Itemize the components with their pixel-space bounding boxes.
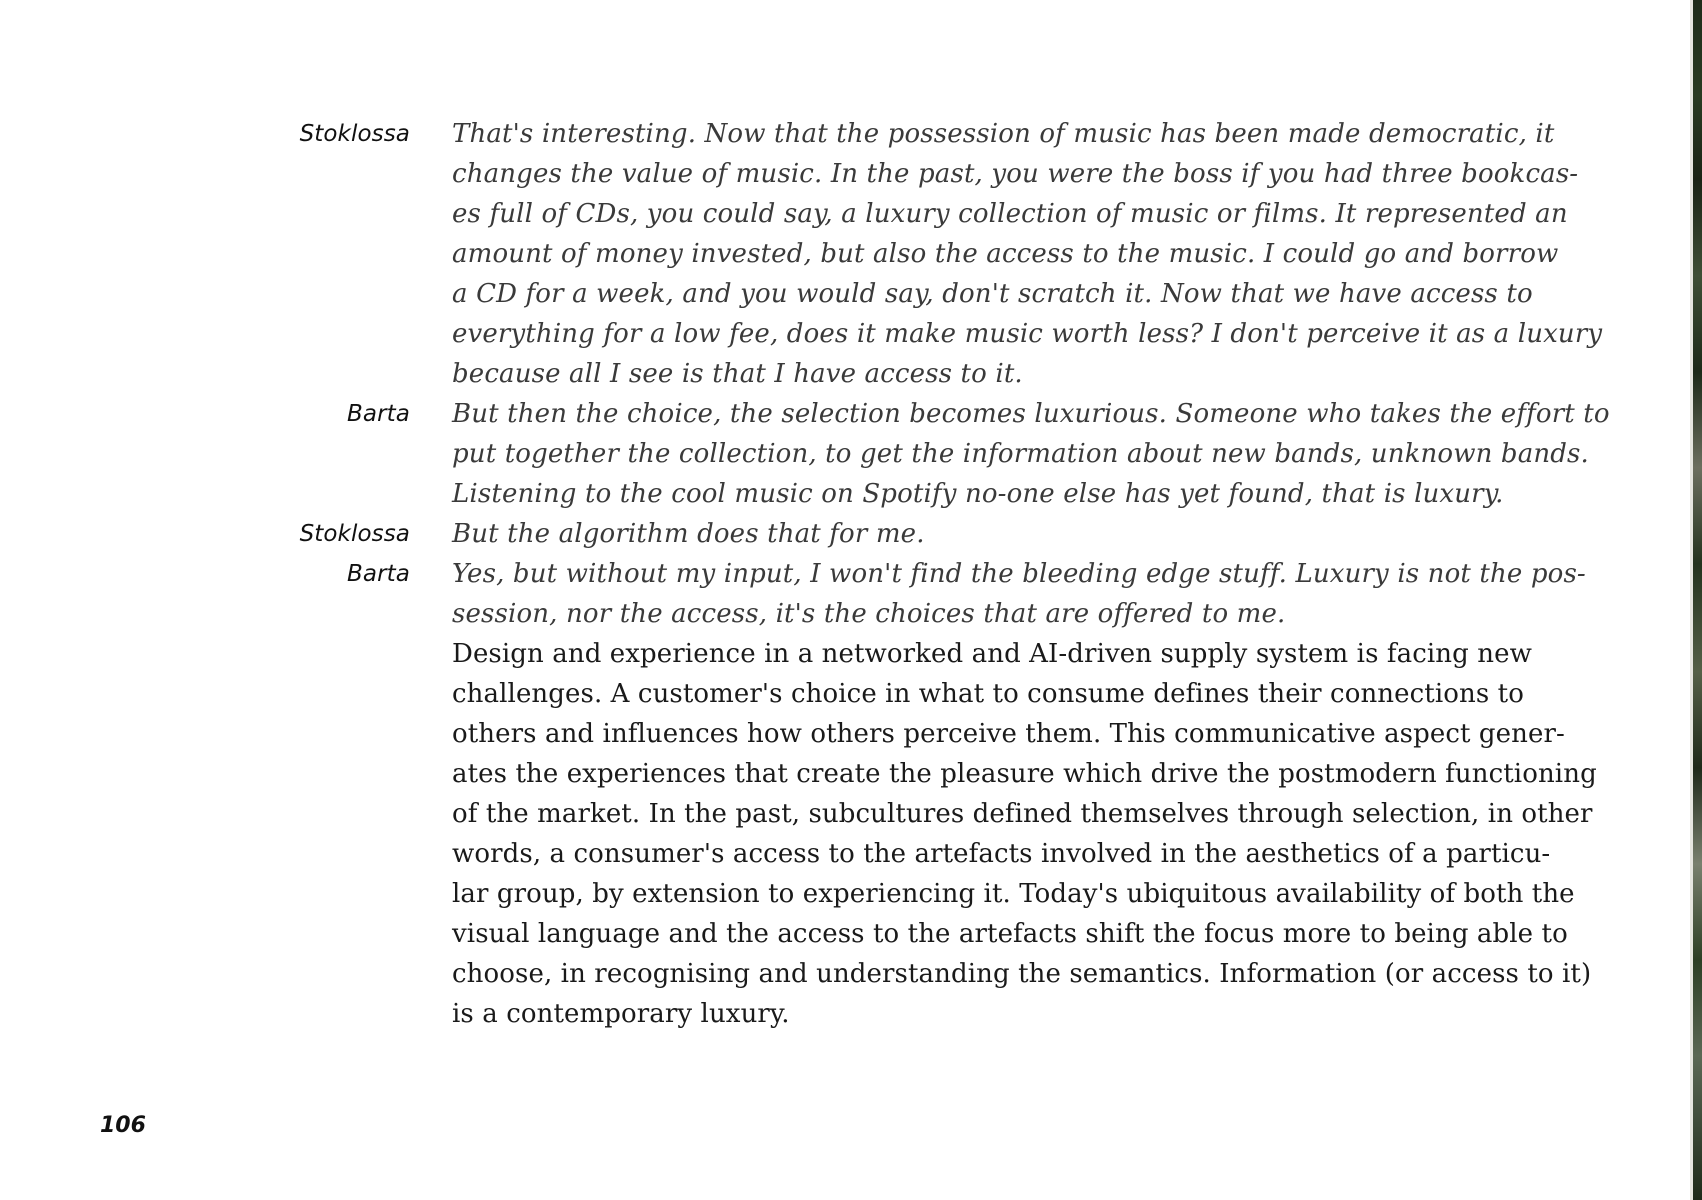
speech-line: That's interesting. Now that the possession of music has been made democratic, it xyxy=(452,119,1555,149)
body-paragraph xyxy=(452,634,1602,1034)
body-line: words, a consumer's access to the artefacts involved in the aesthetics of a particu- xyxy=(452,839,1551,869)
speech-line: But then the choice, the selection becomes luxurious. Someone who takes the effort to xyxy=(452,399,1610,429)
speech-text xyxy=(452,394,1610,514)
speech-line: Yes, but without my input, I won't find the bleeding edge stuff. Luxury is not the pos- xyxy=(452,559,1586,589)
speech-line: es full of CDs, you could say, a luxury collection of music or films. It represented an xyxy=(452,199,1568,229)
speaker-name: Stoklossa xyxy=(299,521,410,547)
speech-line: everything for a low fee, does it make music worth less? I don't perceive it as a luxury xyxy=(452,319,1603,349)
facing-page-photo-edge xyxy=(1690,0,1702,1200)
speech-line: because all I see is that I have access to it. xyxy=(452,359,1023,389)
dialogue-turn xyxy=(0,514,1690,554)
speech-line: put together the collection, to get the information about new bands, unknown bands. xyxy=(452,439,1589,469)
speech-text xyxy=(452,554,1602,634)
speech-line: amount of money invested, but also the access to the music. I could go and borrow xyxy=(452,239,1559,269)
speech-line: But the algorithm does that for me. xyxy=(452,519,925,549)
body-line: challenges. A customer's choice in what to consume defines their connections to xyxy=(452,679,1524,709)
dialogue-turn xyxy=(0,394,1690,514)
page-number: 106 xyxy=(100,1113,146,1138)
body-line: Design and experience in a networked and AI-driven supply system is facing new xyxy=(452,639,1532,669)
interview-dialogue xyxy=(0,114,1690,634)
body-line: lar group, by extension to experiencing it. Today's ubiquitous availability of both the xyxy=(452,879,1575,909)
speaker-name: Barta xyxy=(347,401,410,427)
body-line: is a contemporary luxury. xyxy=(452,999,790,1029)
body-line: of the market. In the past, subcultures defined themselves through selection, in other xyxy=(452,799,1593,829)
body-line: ates the experiences that create the pleasure which drive the postmodern functioning xyxy=(452,759,1597,789)
speaker-name: Barta xyxy=(347,561,410,587)
speech-line: Listening to the cool music on Spotify no-one else has yet found, that is luxury. xyxy=(452,479,1504,509)
speech-text xyxy=(452,114,1602,394)
body-line: choose, in recognising and understanding the semantics. Information (or access to it) xyxy=(452,959,1592,989)
dialogue-turn xyxy=(0,554,1690,634)
speech-text xyxy=(452,514,1602,554)
speech-line: session, nor the access, it's the choices that are offered to me. xyxy=(452,599,1286,629)
speech-line: a CD for a week, and you would say, don't scratch it. Now that we have access to xyxy=(452,279,1533,309)
speech-line: changes the value of music. In the past, you were the boss if you had three bookcas- xyxy=(452,159,1579,189)
dialogue-turn xyxy=(0,114,1690,394)
speaker-name: Stoklossa xyxy=(299,121,410,147)
body-line: others and influences how others perceive them. This communicative aspect gener- xyxy=(452,719,1565,749)
body-line: visual language and the access to the artefacts shift the focus more to being able to xyxy=(452,919,1568,949)
